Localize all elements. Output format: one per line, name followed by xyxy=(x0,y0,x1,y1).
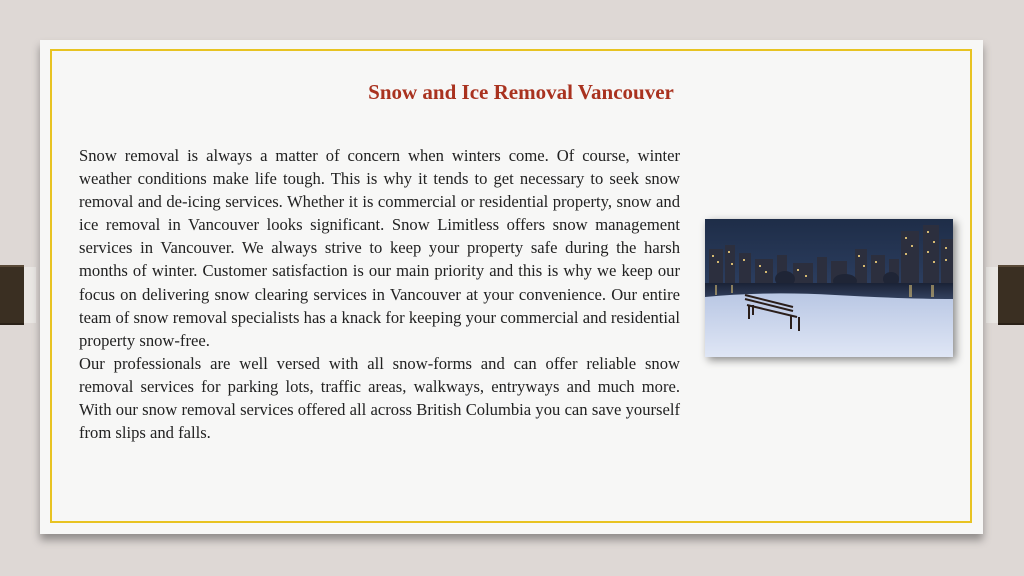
winter-park-photo xyxy=(705,219,953,357)
body-text xyxy=(79,144,680,444)
paragraph-2: Our professionals are well versed with all snow-forms and can offer reliable snow removal services for parking lots, traffic areas, walkways, entryways and much more. With our snow removal services offered all across British Columbia you can save yourself from slips and falls. xyxy=(79,353,680,443)
right-decorative-tab xyxy=(998,265,1024,325)
slide-title: Snow and Ice Removal Vancouver xyxy=(368,80,674,104)
paragraph-1: Snow removal is always a matter of concern when winters come. Of course, winter weather conditions make life tough. This is why it tends to get necessary to seek snow removal and de-icing services. Whether it is commercial or residential property, snow and ice removal in Vancouver looks significant. Snow Limitless offers snow management services in Vancouver. We always strive to keep your property safe during the harsh months of winter. Customer satisfaction is our main priority and this is why we keep our focus on delivering snow clearing services in Vancouver at your convenience. Our entire team of snow removal specialists has a knack for keeping your commercial and residential property snow-free. xyxy=(79,146,680,350)
winter-scene-illustration xyxy=(705,219,953,357)
left-decorative-tab xyxy=(0,265,24,325)
